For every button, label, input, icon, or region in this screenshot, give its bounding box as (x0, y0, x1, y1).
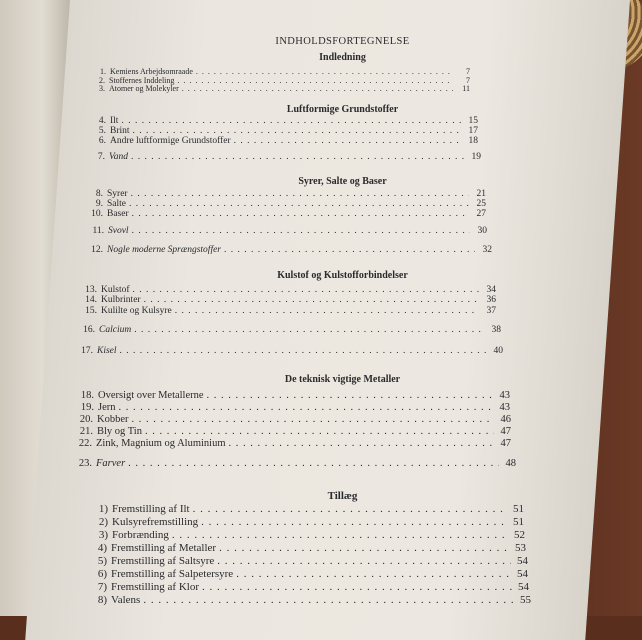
toc-entry (94, 136, 478, 147)
toc-entry (71, 414, 511, 425)
entry-page: 54 (518, 581, 529, 593)
entry-label: Kulstof (101, 285, 130, 295)
leader-dots (201, 516, 507, 529)
entry-label: Kulbrinter (101, 295, 141, 305)
leader-dots (224, 245, 475, 256)
leader-dots (143, 594, 514, 607)
entry-label: Kulsyrefremstilling (112, 516, 199, 528)
leader-dots (132, 414, 495, 426)
entry-label: Fremstilling af Klor (111, 581, 199, 593)
entry-page: 19 (471, 152, 481, 162)
entry-number: 2) (98, 516, 108, 528)
entry-number: 8) (97, 594, 107, 606)
entry-label: Syrer (107, 189, 128, 199)
toc-entry (86, 245, 492, 256)
entry-label: Fremstilling af Saltsyre (111, 555, 215, 567)
section-title: Kulstof og Kulstofforbindelser (277, 270, 408, 281)
leader-dots (145, 426, 494, 438)
entry-number: 3. (99, 84, 105, 93)
toc-entry (71, 426, 511, 437)
entry-page: 17 (468, 126, 478, 136)
entry-label: Valens (111, 594, 141, 606)
leader-dots (132, 209, 469, 220)
entry-page: 47 (500, 438, 511, 449)
entry-page: 25 (476, 199, 486, 209)
entry-label: Forbrænding (112, 529, 169, 541)
entry-page: 47 (500, 426, 511, 437)
toc-entry (95, 83, 470, 94)
entry-label: Atomer og Molekyler (109, 84, 179, 93)
leader-dots (234, 136, 461, 147)
entry-page: 11 (462, 84, 470, 93)
entry-label: Kemiens Arbejdsomraade (110, 67, 193, 76)
entry-label: Andre luftformige Grundstoffer (110, 136, 231, 146)
entry-label: Brint (110, 126, 130, 136)
entry-label: Vand (109, 152, 128, 162)
entry-label: Kulilte og Kulsyre (101, 306, 172, 316)
toc-entry (87, 555, 528, 566)
entry-number: 1. (100, 67, 106, 76)
entry-number: 14. (85, 295, 97, 305)
entry-number: 23. (78, 458, 92, 469)
entry-number: 12. (91, 245, 103, 255)
entry-page: 36 (486, 295, 496, 305)
entry-label: Fremstilling af Ilt (112, 503, 190, 515)
entry-number: 1) (98, 503, 108, 515)
entry-page: 34 (486, 285, 496, 295)
leader-dots (217, 555, 511, 568)
leader-dots (128, 458, 499, 470)
toc-entry (87, 226, 487, 237)
leader-dots (193, 503, 507, 516)
toc-entry (79, 306, 496, 317)
entry-page: 18 (468, 136, 478, 146)
entry-label: Oversigt over Metallerne (98, 390, 204, 401)
entry-label: Bly og Tin (97, 426, 142, 437)
entry-page: 43 (499, 402, 510, 413)
entry-page: 27 (476, 209, 486, 219)
entry-number: 6) (97, 568, 107, 580)
toc-entry (79, 295, 496, 306)
entry-number: 16. (83, 325, 95, 335)
entry-label: Fremstilling af Metaller (111, 542, 217, 554)
entry-label: Kobber (97, 414, 129, 425)
entry-number: 3) (98, 529, 108, 541)
toc-entry (77, 325, 501, 336)
toc-entry (88, 529, 525, 540)
toc-entry (86, 209, 486, 220)
entry-number: 4) (97, 542, 107, 554)
entry-number: 11. (92, 226, 104, 236)
entry-label: Svovl (108, 226, 129, 236)
leader-dots (172, 529, 508, 542)
entry-number: 21. (79, 426, 93, 437)
toc-entry (70, 458, 516, 469)
entry-number: 4. (98, 116, 106, 126)
toc-entry (72, 402, 510, 413)
leader-dots (219, 542, 509, 555)
entry-label: Zink, Magnium og Aluminium (96, 438, 226, 449)
entry-page: 51 (513, 503, 524, 515)
entry-number: 17. (81, 346, 93, 356)
leader-dots (131, 152, 464, 163)
entry-label: Salte (107, 199, 126, 209)
entry-number: 13. (85, 285, 97, 295)
entry-page: 51 (513, 516, 524, 528)
entry-page: 32 (482, 245, 492, 255)
entry-page: 15 (468, 116, 478, 126)
toc-entry (88, 503, 524, 514)
leader-dots (229, 438, 494, 450)
leader-dots (202, 581, 512, 594)
leader-dots (119, 402, 494, 414)
entry-page: 52 (514, 529, 525, 541)
entry-page: 53 (515, 542, 526, 554)
section-title: Luftformige Grundstoffer (286, 104, 399, 115)
entry-number: 7) (97, 581, 107, 593)
entry-label: Ilt (110, 116, 119, 126)
entry-number: 22. (78, 438, 92, 449)
entry-number: 19. (80, 402, 94, 413)
toc-entry (87, 581, 529, 592)
entry-label: Fremstilling af Salpetersyre (111, 568, 234, 580)
entry-page: 7 (466, 76, 470, 85)
entry-number: 15. (85, 306, 97, 316)
entry-page: 55 (520, 594, 531, 606)
entry-page: 40 (493, 346, 503, 356)
entry-page: 38 (491, 325, 501, 335)
leader-dots (175, 306, 479, 317)
entry-number: 18. (80, 390, 94, 401)
entry-label: Nogle moderne Sprængstoffer (107, 245, 221, 255)
entry-page: 7 (466, 67, 470, 76)
toc-entry (75, 346, 503, 357)
entry-page: 30 (477, 226, 487, 236)
entry-label: Baser (107, 209, 129, 219)
leader-dots (236, 568, 511, 581)
leader-dots (182, 83, 453, 94)
page-heading: INDHOLDSFORTEGNELSE (275, 36, 410, 47)
toc-entry (87, 594, 531, 605)
entry-number: 5. (98, 126, 106, 136)
entry-page: 37 (486, 306, 496, 316)
entry-number: 9. (95, 199, 103, 209)
entry-number: 8. (95, 189, 103, 199)
section-title: Syrer, Salte og Baser (298, 176, 387, 187)
entry-label: Farver (96, 458, 126, 469)
entry-page: 54 (517, 568, 528, 580)
entry-page: 43 (499, 390, 510, 401)
leader-dots (132, 226, 470, 237)
section-title: Tillæg (327, 490, 358, 502)
toc-entry (87, 542, 526, 553)
leader-dots (134, 325, 484, 336)
leader-dots (144, 295, 479, 306)
entry-label: Jern (98, 402, 116, 413)
leader-dots (120, 346, 486, 357)
entry-label: Stoffernes Inddeling (109, 76, 175, 85)
leader-dots (207, 390, 493, 402)
toc-entry (72, 390, 510, 401)
section-title: Indledning (319, 52, 366, 63)
toc-entry (87, 568, 528, 579)
entry-label: Kisel (97, 346, 117, 356)
entry-label: Calcium (99, 325, 132, 335)
entry-page: 48 (505, 458, 516, 469)
entry-page: 54 (517, 555, 528, 567)
entry-number: 6. (98, 136, 106, 146)
entry-page: 21 (476, 189, 486, 199)
section-title: De teknisk vigtige Metaller (284, 374, 401, 385)
entry-number: 5) (97, 555, 107, 567)
toc-entry (93, 152, 481, 163)
entry-number: 20. (79, 414, 93, 425)
entry-page: 46 (500, 414, 511, 425)
entry-number: 10. (91, 209, 103, 219)
toc-entry (70, 438, 511, 449)
entry-number: 7. (97, 152, 105, 162)
entry-number: 2. (99, 76, 105, 85)
toc-entry (88, 516, 524, 527)
